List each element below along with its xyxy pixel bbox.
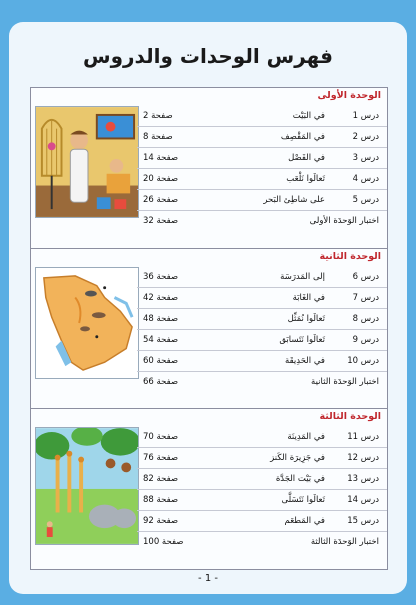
unit-title: الوحدة الأولى bbox=[317, 90, 381, 101]
lesson-row[interactable] bbox=[137, 127, 387, 148]
lesson-row[interactable] bbox=[137, 148, 387, 169]
lesson-row[interactable] bbox=[137, 427, 387, 448]
lesson-number: درس 5 bbox=[352, 195, 379, 205]
lesson-title: في الحَدِيقَة bbox=[285, 356, 325, 366]
lesson-number: درس 13 bbox=[347, 474, 379, 484]
lesson-number: درس 12 bbox=[347, 453, 379, 463]
lesson-row[interactable] bbox=[137, 351, 387, 372]
page-number: صفحة 36 bbox=[143, 272, 179, 282]
lesson-number: درس 4 bbox=[352, 174, 379, 184]
lesson-title: في الفَصْل bbox=[288, 153, 325, 163]
lesson-number: درس 15 bbox=[347, 516, 379, 526]
index-table bbox=[30, 87, 388, 570]
lesson-row[interactable] bbox=[137, 288, 387, 309]
unit-title: الوحدة الثالثة bbox=[319, 411, 381, 422]
lesson-list bbox=[137, 267, 387, 393]
lesson-title: إلى المَدرَسَة bbox=[280, 272, 325, 282]
lesson-number: درس 2 bbox=[352, 132, 379, 142]
boy-with-birdcage-icon bbox=[35, 106, 139, 218]
lesson-title: على شاطِئ البَحر bbox=[263, 195, 325, 205]
lesson-title: تَعالَوا نَتَسابَق bbox=[279, 335, 325, 345]
lesson-row[interactable] bbox=[137, 169, 387, 190]
unit-test-row[interactable] bbox=[137, 372, 387, 393]
lesson-row[interactable] bbox=[137, 267, 387, 288]
lesson-row[interactable] bbox=[137, 511, 387, 532]
lesson-number: درس 14 bbox=[347, 495, 379, 505]
page-number: صفحة 14 bbox=[143, 153, 179, 163]
page-number: صفحة 60 bbox=[143, 356, 179, 366]
lesson-title: تَعالَوا نَتَسَلَّى bbox=[281, 495, 325, 505]
lesson-title: في البَيْت bbox=[292, 111, 325, 121]
lesson-number: درس 1 bbox=[352, 111, 379, 121]
page-number: صفحة 82 bbox=[143, 474, 179, 484]
lesson-title: في المَطعَم bbox=[284, 516, 325, 526]
unit-test-row[interactable] bbox=[137, 211, 387, 232]
page-number: صفحة 100 bbox=[143, 537, 184, 547]
page-number: صفحة 66 bbox=[143, 377, 179, 387]
lesson-row[interactable] bbox=[137, 490, 387, 511]
lesson-number: درس 11 bbox=[347, 432, 379, 442]
lesson-row[interactable] bbox=[137, 448, 387, 469]
lesson-title: تَعالَوا نُمَثِّل bbox=[287, 314, 325, 324]
page-number: صفحة 26 bbox=[143, 195, 179, 205]
lesson-number: درس 10 bbox=[347, 356, 379, 366]
lesson-title: في الغَابَة bbox=[292, 293, 325, 303]
lesson-row[interactable] bbox=[137, 190, 387, 211]
lesson-number: درس 7 bbox=[352, 293, 379, 303]
unit-section-1 bbox=[31, 88, 387, 248]
page-number: صفحة 88 bbox=[143, 495, 179, 505]
unit-title: الوحدة الثانية bbox=[319, 251, 381, 262]
test-title: اختبار الوَحدَة الثالثة bbox=[310, 537, 379, 547]
lesson-title: في المَقْصِف bbox=[280, 132, 325, 142]
test-title: اختبار الوَحدَة الأولى bbox=[309, 216, 379, 226]
lesson-title: تَعالَوا نَلْعَب bbox=[286, 174, 325, 184]
unit-test-row[interactable] bbox=[137, 532, 387, 553]
lesson-row[interactable] bbox=[137, 106, 387, 127]
test-title: اختبار الوَحدَة الثانية bbox=[311, 377, 379, 387]
unit-section-2 bbox=[31, 248, 387, 408]
lesson-number: درس 8 bbox=[352, 314, 379, 324]
lesson-list bbox=[137, 106, 387, 232]
page-number: صفحة 54 bbox=[143, 335, 179, 345]
arabian-peninsula-map-icon bbox=[35, 267, 139, 379]
page-number: صفحة 76 bbox=[143, 453, 179, 463]
page-number: صفحة 92 bbox=[143, 516, 179, 526]
lesson-number: درس 6 bbox=[352, 272, 379, 282]
index-page bbox=[9, 22, 407, 594]
jungle-animals-icon bbox=[35, 427, 139, 545]
lesson-title: في بَيْت الجَدَّة bbox=[275, 474, 325, 484]
lesson-title: في المَدِينَة bbox=[287, 432, 325, 442]
page-number: صفحة 42 bbox=[143, 293, 179, 303]
lesson-number: درس 3 bbox=[352, 153, 379, 163]
lesson-list bbox=[137, 427, 387, 553]
page-number: صفحة 32 bbox=[143, 216, 179, 226]
page-number: صفحة 20 bbox=[143, 174, 179, 184]
unit-section-3 bbox=[31, 408, 387, 570]
page-number: صفحة 70 bbox=[143, 432, 179, 442]
page-title: فهرس الوحدات والدروس bbox=[83, 44, 333, 68]
lesson-row[interactable] bbox=[137, 469, 387, 490]
lesson-number: درس 9 bbox=[352, 335, 379, 345]
page-number-footer: - 1 - bbox=[198, 573, 218, 584]
lesson-title: في جَزِيرَة الكَنز bbox=[270, 453, 325, 463]
page-number: صفحة 2 bbox=[143, 111, 173, 121]
lesson-row[interactable] bbox=[137, 330, 387, 351]
lesson-row[interactable] bbox=[137, 309, 387, 330]
page-number: صفحة 8 bbox=[143, 132, 173, 142]
page-number: صفحة 48 bbox=[143, 314, 179, 324]
